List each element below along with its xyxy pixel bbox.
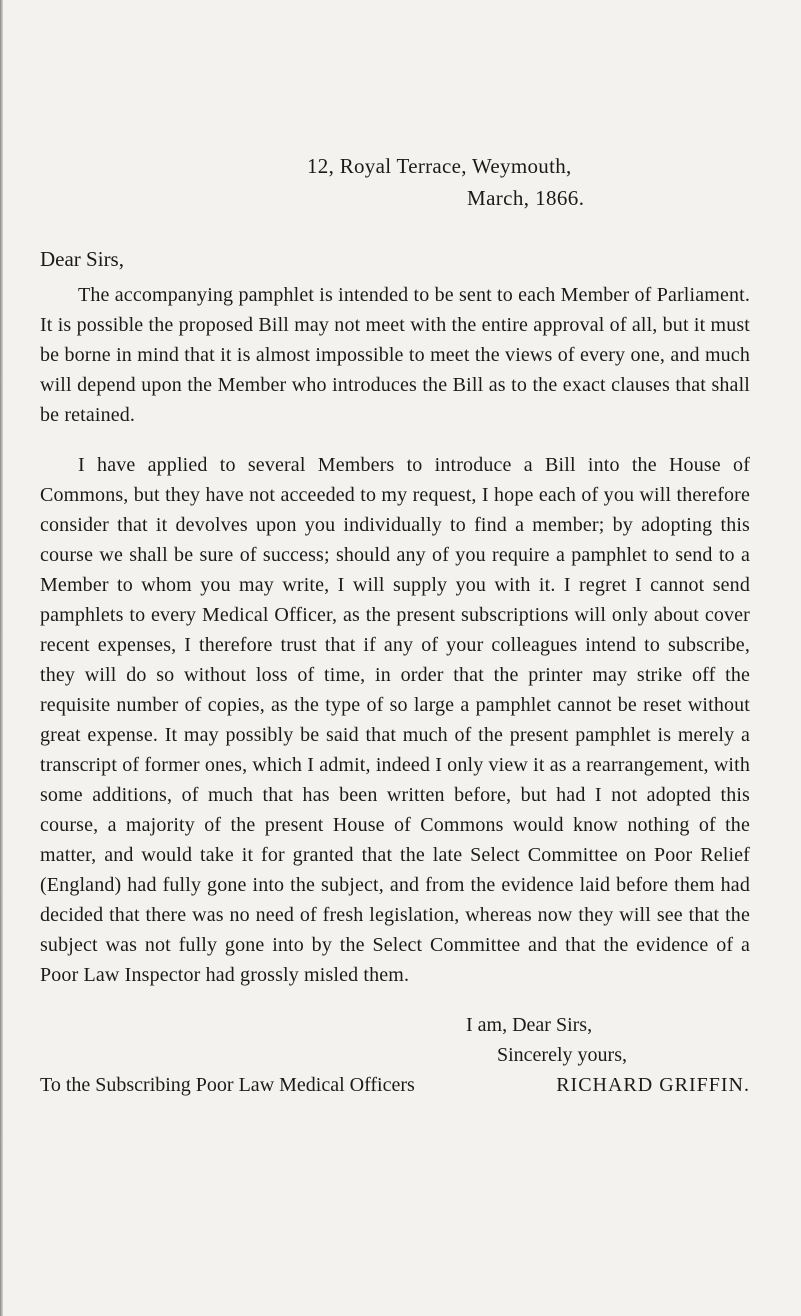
closing-line-2: Sincerely yours, xyxy=(497,1044,627,1066)
page-edge xyxy=(0,0,3,1316)
closing xyxy=(40,1010,750,1070)
signature: RICHARD GRIFFIN. xyxy=(556,1074,750,1096)
sender-address: 12, Royal Terrace, Weymouth, xyxy=(307,154,572,178)
body-paragraph-1: The accompanying pamphlet is intended to be sent to each Member of Parliament. It is possible the proposed Bill may not meet with the entire approval of all, but it must be borne in mind that it is almost impossible to meet the views of every one, and much will depend upon the Member who introduces the Bill as to the exact clauses that shall be retained. xyxy=(40,284,750,426)
body-paragraph-2: I have applied to several Members to introduce a Bill into the House of Commons, but they have not acceeded to my request, I hope each of you will therefore consider that it devolves upon you individually to find a member; by adopting this course we shall be sure of success; should any of you require a pamphlet to send to a Member to whom you may write, I will supply you with it. I regret I cannot send pamphlets to every Medical Officer, as the present subscriptions will only about cover recent expenses, I therefore trust that if any of your colleagues intend to subscribe, they will do so without loss of time, in order that the printer may strike off the requisite number of copies, as the type of so large a pamphlet cannot be reset without great expense. It may possibly be said that much of the present pamphlet is merely a transcript of former ones, which I admit, indeed I only view it as a rearrangement, with some additions, of much that has been written before, but had I not adopted this course, a majority of the present House of Commons would know nothing of the matter, and would take it for granted that the late Select Committee on Poor Relief (England) had fully gone into the subject, and from the evidence laid before them had decided that there was no need of fresh legislation, whereas now they will see that the subject was not fully gone into by the Select Committee and that the evidence of a Poor Law Inspector had grossly misled them. xyxy=(40,454,750,986)
closing-line-1: I am, Dear Sirs, xyxy=(466,1014,593,1036)
letter-date: March, 1866. xyxy=(467,186,585,210)
addressee-signature-line xyxy=(40,1070,750,1100)
addressee: To the Subscribing Poor Law Medical Officers xyxy=(40,1074,415,1096)
salutation: Dear Sirs, xyxy=(40,247,124,271)
letter xyxy=(40,150,750,1100)
